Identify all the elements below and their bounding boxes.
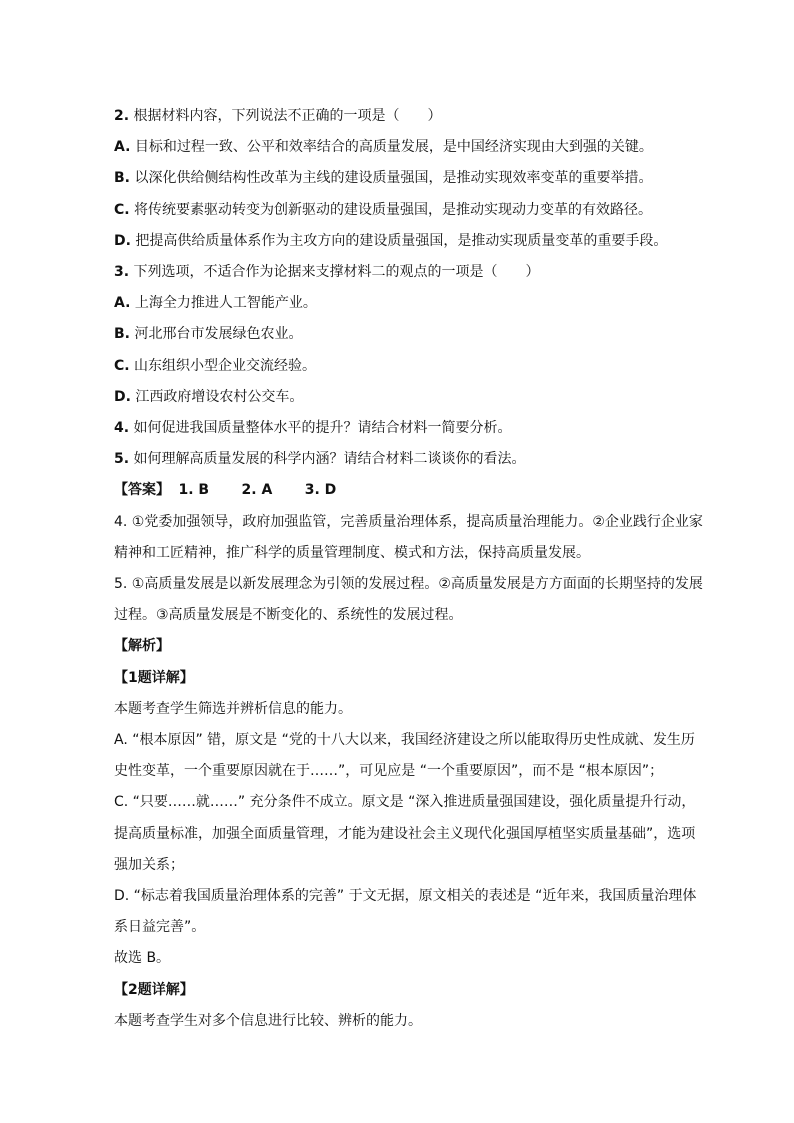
question-4-stem bbox=[114, 413, 702, 444]
analysis-q1-line: C. “只要……就……” 充分条件不成立。原文是 “深入推进质量强国建设，强化质量提升行动， bbox=[114, 794, 696, 811]
question-number: 3. bbox=[114, 264, 130, 281]
answer-4-line-2: 精神和工匠精神，推广科学的质量管理制度、模式和方法，保持高质量发展。 bbox=[114, 544, 590, 561]
answer-item: 2. A bbox=[241, 482, 273, 499]
question-5-stem bbox=[114, 444, 702, 475]
question-number: 4. bbox=[114, 420, 130, 437]
question-text: 如何促进我国质量整体水平的提升？请结合材料一简要分析。 bbox=[133, 420, 512, 437]
answer-item: 1. B bbox=[178, 482, 210, 499]
question-3-stem bbox=[114, 257, 702, 288]
analysis-q1-line: D. “标志着我国质量治理体系的完善” 于文无据，原文相关的表述是 “近年来，我国质量治理体 bbox=[114, 888, 697, 905]
option-text: 河北邢台市发展绿色农业。 bbox=[134, 326, 303, 343]
option-text: 以深化供给侧结构性改革为主线的建设质量强国，是推动实现效率变革的重要举措。 bbox=[134, 170, 653, 187]
analysis-q1-line: 系日益完善”。 bbox=[114, 919, 206, 936]
analysis-q1-line: 故选 B。 bbox=[114, 950, 171, 967]
question-text: 下列选项，不适合作为论据来支撑材料二的观点的一项是（ ） bbox=[133, 264, 540, 281]
question-2-option-d bbox=[114, 226, 702, 257]
question-number: 5. bbox=[114, 451, 130, 468]
analysis-q1-intro: 本题考查学生筛选并辨析信息的能力。 bbox=[114, 700, 352, 717]
option-key: D. bbox=[114, 388, 131, 405]
option-text: 将传统要素驱动转变为创新驱动的建设质量强国，是推动实现动力变革的有效路径。 bbox=[134, 201, 653, 218]
question-number: 2. bbox=[114, 108, 130, 124]
answer-5-line-1: 5. ①高质量发展是以新发展理念为引领的发展过程。②高质量发展是方方面面的长期坚持的发展 bbox=[114, 576, 703, 593]
option-text: 把提高供给质量体系作为主攻方向的建设质量强国，是推动实现质量变革的重要手段。 bbox=[135, 232, 668, 249]
answer-line bbox=[114, 475, 702, 506]
analysis-q1-line: A. “根本原因” 错，原文是 “党的十八大以来，我国经济建设之所以能取得历史性成就、发生历 bbox=[114, 732, 695, 749]
question-text: 根据材料内容，下列说法不正确的一项是（ ） bbox=[133, 108, 442, 124]
question-text: 如何理解高质量发展的科学内涵？请结合材料二谈谈你的看法。 bbox=[133, 451, 526, 468]
option-text: 江西政府增设农村公交车。 bbox=[135, 388, 304, 405]
question-3-option-a bbox=[114, 288, 702, 319]
answer-label: 【答案】 bbox=[114, 482, 170, 499]
option-text: 目标和过程一致、公平和效率结合的高质量发展，是中国经济实现由大到强的关键。 bbox=[134, 139, 653, 156]
analysis-q2-intro: 本题考查学生对多个信息进行比较、辨析的能力。 bbox=[114, 1012, 422, 1029]
analysis-q2-header: 【2题详解】 bbox=[114, 981, 194, 998]
answer-5-line-2: 过程。③高质量发展是不断变化的、系统性的发展过程。 bbox=[114, 607, 463, 624]
option-key: A. bbox=[114, 295, 131, 312]
document-content bbox=[114, 101, 702, 1037]
option-key: C. bbox=[114, 357, 130, 374]
option-text: 上海全力推进人工智能产业。 bbox=[134, 295, 317, 312]
answer-item: 3. D bbox=[304, 482, 337, 499]
option-key: A. bbox=[114, 139, 131, 156]
question-3-option-d bbox=[114, 382, 702, 413]
option-key: B. bbox=[114, 326, 130, 343]
option-key: B. bbox=[114, 170, 130, 187]
analysis-q1-line: 提高质量标准，加强全面质量管理，才能为建设社会主义现代化强国厚植坚实质量基础”，选项 bbox=[114, 825, 696, 842]
question-2-option-b bbox=[114, 163, 702, 194]
analysis-q1-header: 【1题详解】 bbox=[114, 669, 194, 686]
question-3-option-c bbox=[114, 351, 702, 382]
option-text: 山东组织小型企业交流经验。 bbox=[134, 357, 317, 374]
answer-4-line-1: 4. ①党委加强领导，政府加强监管，完善质量治理体系，提高质量治理能力。②企业践行企业家 bbox=[114, 513, 703, 530]
analysis-q1-line: 史性变革，一个重要原因就在于……”，可见应是 “一个重要原因”，而不是 “根本原因”； bbox=[114, 763, 664, 780]
question-2-option-c bbox=[114, 195, 702, 226]
analysis-label: 【解析】 bbox=[114, 638, 170, 655]
question-2-stem bbox=[114, 101, 702, 132]
question-2-option-a bbox=[114, 132, 702, 163]
option-key: C. bbox=[114, 201, 130, 218]
question-3-option-b bbox=[114, 319, 702, 350]
option-key: D. bbox=[114, 232, 131, 249]
analysis-q1-line: 强加关系； bbox=[114, 856, 184, 873]
